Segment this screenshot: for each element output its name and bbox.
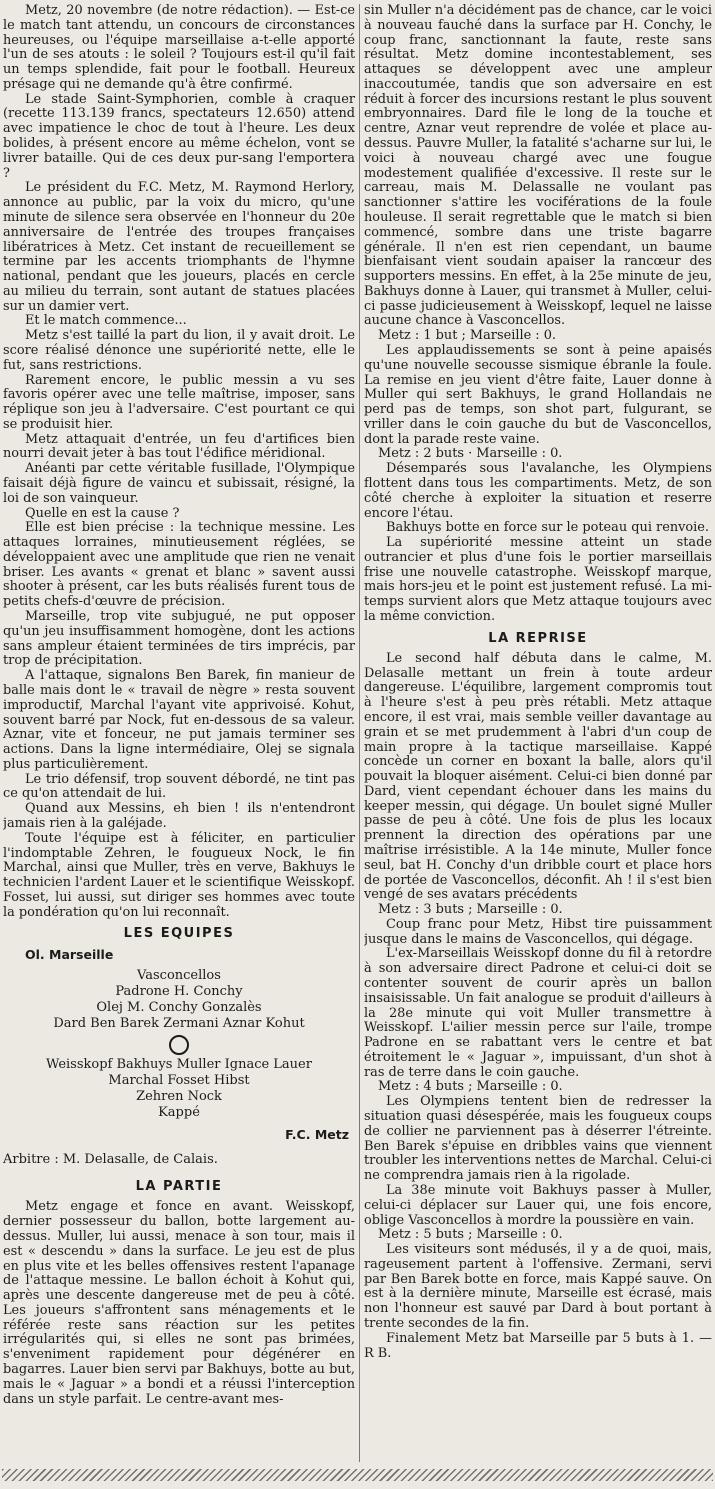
- paragraph: La supériorité messine atteint un stade outrancier et plus d'une fois le portier marseillais frise une nouvelle catastrophe. Weisskopf marque, mais hors-jeu et le point est justement refusé. La mi-temps survient alors que Metz attaque toujours avec la même conviction.: [364, 535, 712, 625]
- right-column: [364, 4, 712, 1466]
- paragraph: Bakhuys botte en force sur le poteau qui renvoie.: [386, 520, 710, 536]
- score-line: Metz : 3 buts ; Marseille : 0.: [378, 902, 563, 918]
- paragraph: La 38e minute voit Bakhuys passer à Muller, celui-ci déplacer sur Lauer qui, une fois encore, oblige Vasconcellos à mordre la poussière en vain.: [364, 1182, 712, 1228]
- left-column: [3, 4, 355, 1466]
- reprise-heading: LA REPRISE: [488, 630, 588, 646]
- score-line: Metz : 5 buts ; Marseille : 0.: [378, 1227, 563, 1243]
- om-row-4: Dard Ben Barek Zermani Aznar Kohut: [53, 1016, 305, 1032]
- closing-line: Finalement Metz bat Marseille par 5 buts à 1. — R B.: [364, 1330, 712, 1361]
- score-line: Metz : 2 buts · Marseille : 0.: [378, 446, 563, 462]
- paragraph: Marseille, trop vite subjugué, ne put opposer qu'un jeu insuffisamment homogène, dont les actions sans ampleur étaient terminées de tirs imprécis, par trop de précipitation.: [3, 609, 355, 669]
- paragraph: Coup franc pour Metz, Hibst tire puissamment jusque dans le mains de Vasconcellos, qui dégage.: [364, 916, 712, 947]
- paragraph: Le trio défensif, trop souvent débordé, ne tint pas ce qu'on attendait de lui.: [3, 771, 355, 802]
- om-row-2: Padrone H. Conchy: [115, 984, 243, 1000]
- metz-lineup: [3, 1057, 355, 1121]
- paragraph: sin Muller n'a décidément pas de chance, car le voici à nouveau fauché dans la surface par H. Conchy, le coup franc, sanctionnant la faute, reste sans résultat. Metz domine incontestablement, ses attaques se développent avec une ampleur inaccoutumée, tandis que son adversaire en est réduit à forcer des incursions restant le plus souvent embryonnaires. Dard file le long de la touche et centre, Aznar veut reprendre de volée et place au-dessus. Pauvre Muller, la fatalité s'acharne sur lui, le voici à nouveau chargé avec une fougue modestement qualifiée d'excessive. Il reste sur le carreau, mais M. Delassalle ne voulant pas sanctionner s'attire les vociférations de la foule houleuse. Il serait regrettable que le match si bien commencé, sombre dans une triste bagarre générale. Il n'en est rien cependant, un baume bienfaisant vient soudain apaiser la rancœur des supporters messins. En effet, à la 25e minute de jeu, Bakhuys donne à Lauer, qui transmet à Muller, celui-ci passe judicieusement à Weisskopf, lequel ne laisse aucune chance à Vasconcellos.: [364, 4, 712, 329]
- paragraph: Toute l'équipe est à féliciter, en particulier l'indomptable Zehren, le fougueux Nock, le fin Marchal, ainsi que Muller, très en verve, Bakhuys le technicien l'ardent Lauer et le scientifique Weisskopf. Fosset, lui aussi, sut diriger ses hommes avec toute la pondération qu'on lui reconnaît.: [3, 830, 355, 920]
- paragraph: Anéanti par cette véritable fusillade, l'Olympique faisait déjà figure de vaincu et subissait, résigné, la loi de son vainqueur.: [3, 461, 355, 506]
- metz-row-1: Weisskopf Bakhuys Muller Ignace Lauer: [46, 1057, 312, 1073]
- intro-text: [3, 4, 355, 920]
- paragraph: Metz attaquait d'entrée, un feu d'artifices bien nourri devait jeter à bas tout l'édifice méridional.: [3, 431, 355, 462]
- om-team-label: Ol. Marseille: [25, 947, 114, 963]
- metz-row-4: Kappé: [158, 1105, 200, 1121]
- paragraph: Les applaudissements se sont à peine apaisés qu'une nouvelle secousse sismique ébranle la foule. La remise en jeu vient d'être faite, Lauer donne à Muller qui sert Bakhuys, le grand Hollandais ne perd pas de temps, son shot part, fulgurant, se vriller dans le coin gauche du but de Vasconcellos, dont la parade reste vaine.: [364, 342, 712, 447]
- om-row-3: Olej M. Conchy Gonzalès: [96, 1000, 262, 1016]
- paragraph: Quand aux Messins, eh bien ! ils n'entendront jamais rien à la galéjade.: [3, 801, 355, 831]
- paragraph: A l'attaque, signalons Ben Barek, fin manieur de balle mais dont le « travail de nègre » resta souvent improductif, Marchal l'ayant vite apprivoisé. Kohut, souvent barré par Nock, fut en-dessous de sa valeur. Aznar, vite et fonceur, ne put jamais terminer ses actions. Dans la ligne intermédiaire, Olej se signala plus particulièrement.: [3, 668, 355, 772]
- paragraph: Les visiteurs sont médusés, il y a de quoi, mais, rageusement partent à l'offensive. Zermani, servi par Ben Barek botte en force, mais Kappé sauve. On est à la dernière minute, Marseille est écrasé, mais non l'honneur est sauvé par Dard à bout portant à trente secondes de la fin.: [364, 1242, 712, 1331]
- paragraph: Rarement encore, le public messin a vu ses favoris opérer avec une telle maîtrise, imposer, sans réplique son jeu à l'adversaire. C'est pourtant ce qui se produisit hier.: [3, 372, 355, 432]
- metz-row-2: Marchal Fosset Hibst: [108, 1073, 250, 1089]
- teams-heading: LES EQUIPES: [123, 926, 235, 942]
- score-line: Metz : 4 buts ; Marseille : 0.: [378, 1079, 563, 1095]
- paragraph: Metz, 20 novembre (de notre rédaction). — Est-ce le match tant attendu, un concours de circonstances heureuses, ou l'équipe marseillaise a-t-elle apporté l'un de ses atouts : le soleil ? Toujours est-il qu'il fait un temps splendide, fait pour le football. Heureux présage qui ne demande qu'à être confirmé.: [3, 4, 355, 92]
- metz-team-label: F.C. Metz: [285, 1127, 349, 1143]
- partie-heading: LA PARTIE: [135, 1179, 223, 1195]
- paragraph: Elle est bien précise : la technique messine. Les attaques lorraines, minutieusement réglées, se développaient avec une amplitude que rien ne venait briser. Les avants « grenat et blanc » savent aussi shooter à présent, car les buts réalisés furent tous de petits chefs-d'œuvre de précision.: [3, 520, 355, 610]
- om-row-1: Vasconcellos: [137, 968, 221, 984]
- paragraph: Metz s'est taillé la part du lion, il y avait droit. Le score réalisé dénonce une supériorité nette, elle le fut, sans restrictions.: [3, 328, 355, 373]
- paragraph: Et le match commence...: [25, 313, 187, 329]
- metz-row-3: Zehren Nock: [136, 1089, 222, 1105]
- paragraph: Désemparés sous l'avalanche, les Olympiens flottent dans tous les compartiments. Metz, de son côté cherche à exploiter la situation et reserre encore l'étau.: [364, 461, 712, 521]
- referee-line: Arbitre : M. Delasalle, de Calais.: [3, 1152, 218, 1168]
- paragraph: Le second half débuta dans le calme, M. Delasalle mettant un frein à toute ardeur dangereuse. L'équilibre, largement compromis tout à l'heure s'est à peu près rétabli. Metz attaque encore, il est vrai, mais semble veiller davantage au grain et se met prudemment à l'abri d'un coup de main propre à la tactique marseillaise. Kappé concède un corner en boxant la balle, alors qu'il pouvait la bloquer aisément. Celui-ci bien donné par Dard, vient cependant échouer dans les mains du keeper messin, qui dégage. Un boulet signé Muller passe de peu à côté. Une fois de plus les locaux prennent la direction des opérations par une maîtrise irrésistible. A la 14e minute, Muller fonce seul, bat H. Conchy d'un dribble court et place hors de portée de Vasconcellos, déconfit. Ah ! il s'est bien vengé de ses avatars précédents: [364, 650, 712, 903]
- paragraph: Le stade Saint-Symphorien, comble à craquer (recette 113.139 francs, spectateurs 12.650) attend avec impatience le choc de tout à l'heure. Les deux bolides, à présent encore au même échelon, vont se livrer bataille. Qui de ces deux pur-sang l'emportera ?: [3, 91, 355, 181]
- decorative-bottom-border: [2, 1469, 713, 1481]
- paragraph: Les Olympiens tentent bien de redresser la situation quasi désespérée, mais les fougueux coups de collier ne parviennent pas à déserrer l'étreinte. Ben Barek s'épuise en dribbles vains que viennent troubler les interventions nettes de Marchal. Celui-ci ne comprendra jamais rien à la rigolade.: [364, 1094, 712, 1184]
- paragraph: Le président du F.C. Metz, M. Raymond Herlory, annonce au public, par la voix du micro, qu'une minute de silence sera observée en l'honneur du 20e anniversaire de l'entrée des troupes françaises libératrices à Metz. Cet instant de recueillement se termine par les accents triomphants de l'hymne national, pendant que les joueurs, placés en cercle au milieu du terrain, sont autant de statues placées sur un damier vert.: [3, 180, 355, 314]
- paragraph: Quelle en est la cause ?: [25, 505, 180, 521]
- circle-separator: [169, 1035, 189, 1055]
- paragraph: L'ex-Marseillais Weisskopf donne du fil à retordre à son adversaire direct Padrone et celui-ci doit se contenter souvent de courir après un ballon insaisissable. Un fait analogue se produit d'ailleurs à la 28e minute qui voit Muller transmettre à Weisskopf. L'ailier messin perce sur l'aile, trompe Padrone en se rabattant vers le centre et bat étroitement le « Jaguar », impuissant, d'un shot à ras de terre dans le coin gauche.: [364, 946, 712, 1080]
- partie-text: [3, 1200, 355, 1407]
- score-line: Metz : 1 but ; Marseille : 0.: [378, 328, 557, 344]
- om-lineup: [3, 968, 355, 1032]
- paragraph: Metz engage et fonce en avant. Weisskopf, dernier possesseur du ballon, botte largement au-dessus. Muller, lui aussi, menace à son tour, mais il est « descendu » dans la surface. Le jeu est de plus en plus vite et les belles offensives restent l'apanage de l'attaque messine. Le ballon échoit à Kohut qui, après une descente dangereuse met de peu à côté. Les joueurs s'affrontent sans ménagements et le référée reste sans réaction sur les petites irrégularités qui, si elles ne sont pas brimées, s'enveniment rapidement pour dégénérer en bagarres. Lauer bien servi par Bakhuys, botte au but, mais le « Jaguar » a bondi et a réussi l'interception dans un style parfait. Le centre-avant mes-: [3, 1199, 355, 1407]
- column-divider: [359, 4, 360, 1462]
